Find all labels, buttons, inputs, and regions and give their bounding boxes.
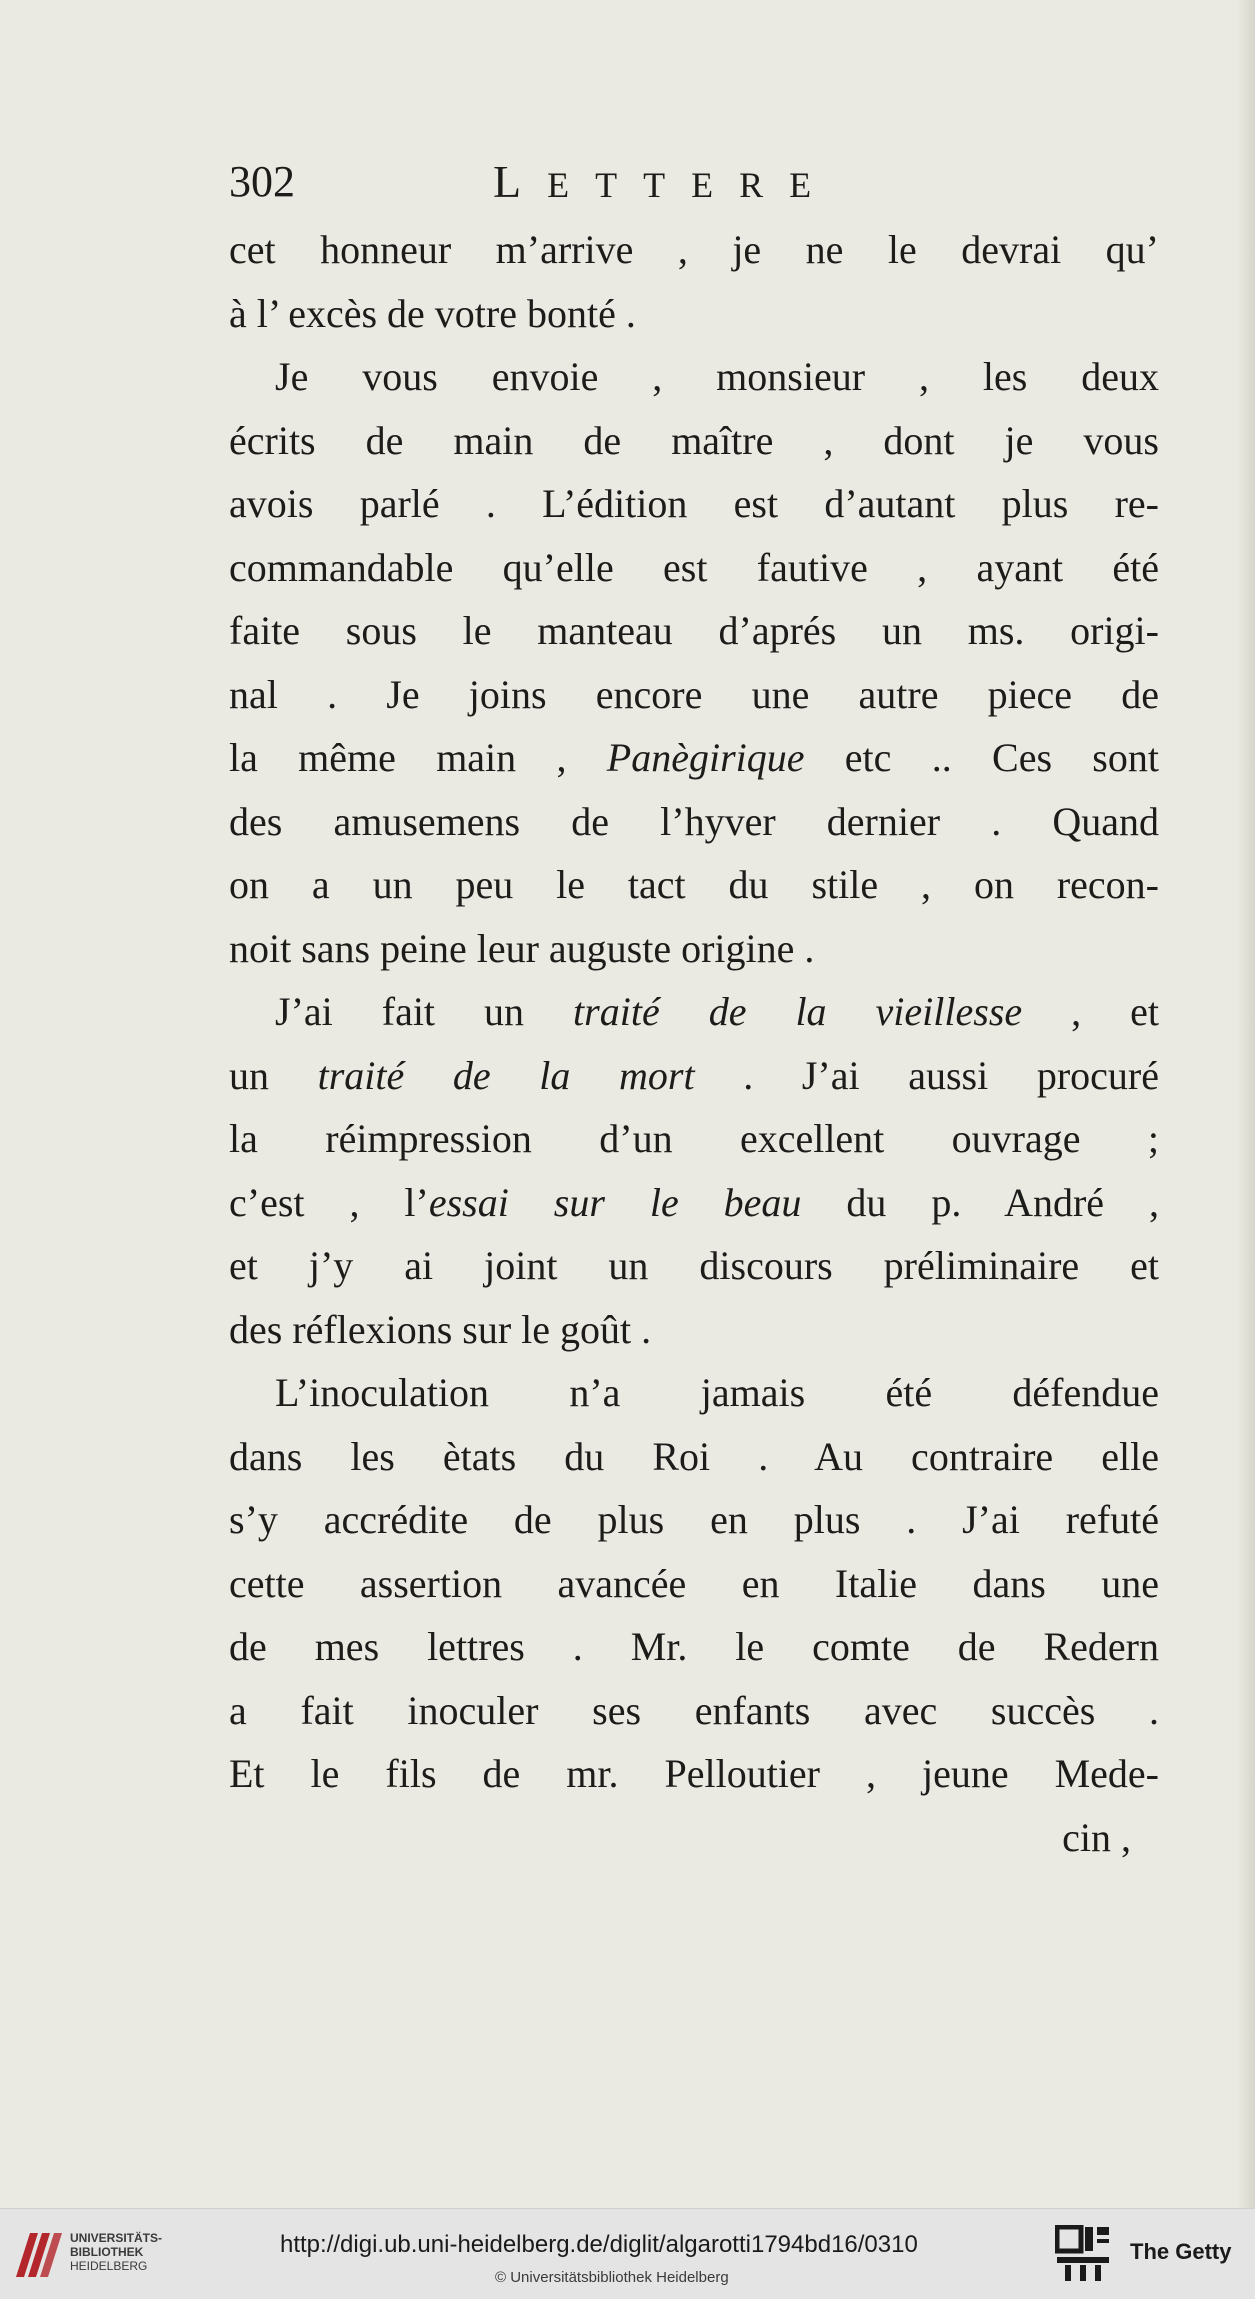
text-fragment: etc .. Ces sont [844,735,1159,780]
catchword: cin , [1062,1814,1131,1860]
text-line: Je vous envoie , monsieur , les deux [275,354,1159,399]
text-line: nal . Je joins encore une autre piece de [229,671,1159,717]
copyright-notice: © Universitätsbibliothek Heidelberg [495,2269,729,2286]
running-title: LETTERE [493,156,838,207]
page-body-text [229,218,1159,1869]
getty-logo-icon [1055,2225,1111,2283]
text-line: des amusemens de l’hyver dernier . Quand [229,798,1159,844]
italic-title: Panègirique [606,735,805,780]
text-line: et j’y ai joint un discours préliminaire et [229,1243,1159,1288]
text-line: écrits de main de maître , dont je vous [229,417,1159,463]
page-header [229,152,929,212]
footer-bar [0,2208,1255,2299]
text-line: commandable qu’elle est fautive , ayant été [229,544,1159,590]
text-fragment: la même main , [229,735,567,780]
text-line: de mes lettres . Mr. le comte de Redern [229,1624,1159,1669]
text-line: noit sans peine leur auguste origine . [229,925,815,971]
text-line [229,726,1159,790]
text-fragment: du p. André , [846,1179,1159,1225]
text-line: à l’ excès de votre bonté . [229,290,636,336]
getty-name: The Getty [1130,2239,1232,2264]
text-line: la réimpression d’un excellent ouvrage ; [229,1116,1159,1161]
page-edge-shadow [1237,0,1255,2208]
text-line: on a un peu le tact du stile , on recon- [229,862,1159,907]
italic-title: traité de la vieillesse [573,989,1023,1034]
university-library-logo-icon [12,2229,64,2281]
text-line [229,1171,1159,1235]
library-name-line: HEIDELBERG [70,2259,148,2273]
text-fragment: . J’ai aussi procuré [743,1052,1159,1098]
university-library-name [70,2231,162,2273]
permalink-url[interactable]: http://digi.ub.uni-heidelberg.de/diglit/algarotti1794bd16/0310 [280,2231,918,2258]
text-fragment: un [229,1052,269,1098]
text-fragment: J’ai fait un [275,989,525,1034]
page-number: 302 [229,157,295,206]
italic-title: traité de la mort [317,1052,695,1098]
library-name-line: BIBLIOTHEK [70,2245,144,2259]
text-line: Et le fils de mr. Pelloutier , jeune Mede- [229,1751,1159,1796]
text-line: des réflexions sur le goût . [229,1306,652,1352]
text-fragment: c’est , l’ [229,1179,429,1225]
text-line: avois parlé . L’édition est d’autant plus re- [229,481,1159,526]
text-line: faite sous le manteau d’aprés un ms. origi- [229,608,1159,653]
text-line [229,1044,1159,1108]
text-line: a fait inoculer ses enfants avec succès . [229,1687,1159,1733]
library-name-line: UNIVERSITÄTS- [70,2231,163,2245]
text-line: L’inoculation n’a jamais été défendue [275,1370,1159,1415]
text-line: s’y accrédite de plus en plus . J’ai refuté [229,1497,1159,1542]
text-line: dans les ètats du Roi . Au contraire elle [229,1433,1159,1479]
text-line [229,980,1159,1044]
text-line: cet honneur m’arrive , je ne le devrai qu’ [229,227,1159,272]
text-fragment: , et [1071,989,1160,1034]
text-line: cette assertion avancée en Italie dans une [229,1560,1159,1606]
italic-title: essai sur le beau [428,1179,802,1225]
